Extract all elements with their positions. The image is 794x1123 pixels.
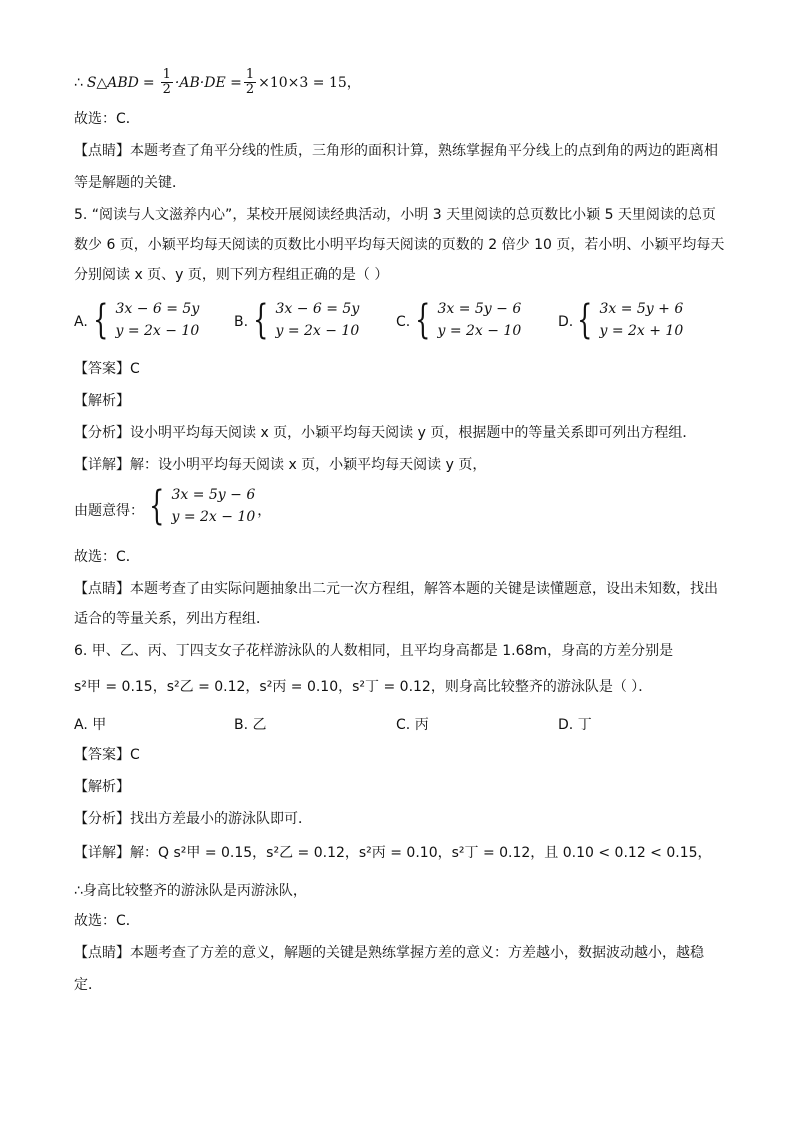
q6-comment-line1: 【点睛】本题考查了方差的意义，解题的关键是熟练掌握方差的意义：方差越小，数据波动越小，越稳 bbox=[74, 945, 704, 961]
q5-line1: 5. “阅读与人文滋养内心”，某校开展阅读经典活动，小明 3 天里阅读的总页数比小颖 5 天里阅读的总页 bbox=[74, 207, 716, 223]
area-lhs: S△ABD bbox=[86, 74, 139, 91]
q6-comment-line2: 定． bbox=[74, 977, 102, 993]
q5-derive-label: 由题意得： bbox=[74, 503, 144, 519]
q5-option-b-system: { 3x − 6 = 5y y = 2x − 10 bbox=[253, 297, 360, 343]
comment-1-line1: 【点睛】本题考查了角平分线的性质，三角形的面积计算，熟练掌握角平分线上的点到角的两边的距离相 bbox=[74, 143, 718, 159]
comment-1-line2: 等是解题的关键． bbox=[74, 175, 186, 191]
q6-answer: 【答案】C bbox=[74, 747, 140, 763]
q6-variances: s²甲 = 0.15，s²乙 = 0.12，s²丙 = 0.10，s²丁 = 0.12，则身高比较整齐的游泳队是（ ）． bbox=[74, 679, 653, 695]
q5-option-d-label: D. bbox=[558, 314, 574, 330]
q6-select: 故选：C． bbox=[74, 913, 140, 929]
q5-detail: 【详解】解：设小明平均每天阅读 x 页，小颖平均每天阅读 y 页， bbox=[74, 457, 487, 473]
eq-sign: = bbox=[142, 74, 155, 91]
area-mid: ·AB·DE = bbox=[174, 74, 242, 91]
q5-comment-line1: 【点睛】本题考查了由实际问题抽象出二元一次方程组，解答本题的关键是读懂题意，设出未知数，找出 bbox=[74, 581, 718, 597]
therefore-symbol: ∴ bbox=[74, 74, 83, 91]
q6-analysis-head: 【解析】 bbox=[74, 779, 130, 795]
q5-select: 故选：C． bbox=[74, 549, 140, 565]
q5-option-c-system: { 3x = 5y − 6 y = 2x − 10 bbox=[415, 297, 522, 343]
q5-option-a-label: A. bbox=[74, 314, 88, 330]
q6-detail: 【详解】解：Q s²甲 = 0.15，s²乙 = 0.12，s²丙 = 0.10，s²丁 = 0.12，且 0.10 < 0.12 < 0.15， bbox=[74, 845, 712, 861]
select-c-1: 故选：C． bbox=[74, 111, 140, 127]
q5-answer: 【答案】C bbox=[74, 361, 140, 377]
q6-option-b: B. 乙 bbox=[234, 717, 267, 733]
fraction-half: $\frac{1}{2}$ bbox=[162, 67, 171, 97]
q6-option-d: D. 丁 bbox=[558, 717, 592, 733]
area-formula bbox=[74, 68, 361, 97]
q5-option-d-system: { 3x = 5y + 6 y = 2x + 10 bbox=[577, 297, 684, 343]
q5-line3: 分别阅读 x 页、y 页，则下列方程组正确的是（ ） bbox=[74, 267, 389, 283]
q5-derive-system: { 3x = 5y − 6 y = 2x − 10 ， bbox=[149, 483, 272, 529]
q5-option-c-label: C. bbox=[396, 314, 411, 330]
q5-comment-line2: 适合的等量关系，列出方程组． bbox=[74, 611, 270, 627]
q5-option-b-label: B. bbox=[234, 314, 249, 330]
q6-option-a: A. 甲 bbox=[74, 717, 107, 733]
q5-option-a-system: { 3x − 6 = 5y y = 2x − 10 bbox=[93, 297, 200, 343]
q6-conclusion: ∴身高比较整齐的游泳队是丙游泳队， bbox=[74, 883, 307, 899]
area-rhs: ×10×3 = 15， bbox=[258, 74, 361, 91]
q6-line1: 6. 甲、乙、丙、丁四支女子花样游泳队的人数相同，且平均身高都是 1.68m，身高的方差分别是 bbox=[74, 643, 674, 659]
fraction-half-2: $\frac{1}{2}$ bbox=[245, 67, 255, 97]
q5-analysis: 【分析】设小明平均每天阅读 x 页，小颖平均每天阅读 y 页，根据题中的等量关系即可列出方程组． bbox=[74, 425, 697, 441]
q5-line2: 数少 6 页，小颖平均每天阅读的页数比小明平均每天阅读的页数的 2 倍少 10 页，若小明、小颖平均每天 bbox=[74, 237, 725, 253]
q6-analysis: 【分析】找出方差最小的游泳队即可． bbox=[74, 811, 312, 827]
q6-option-c: C. 丙 bbox=[396, 717, 429, 733]
q5-analysis-head: 【解析】 bbox=[74, 393, 130, 409]
